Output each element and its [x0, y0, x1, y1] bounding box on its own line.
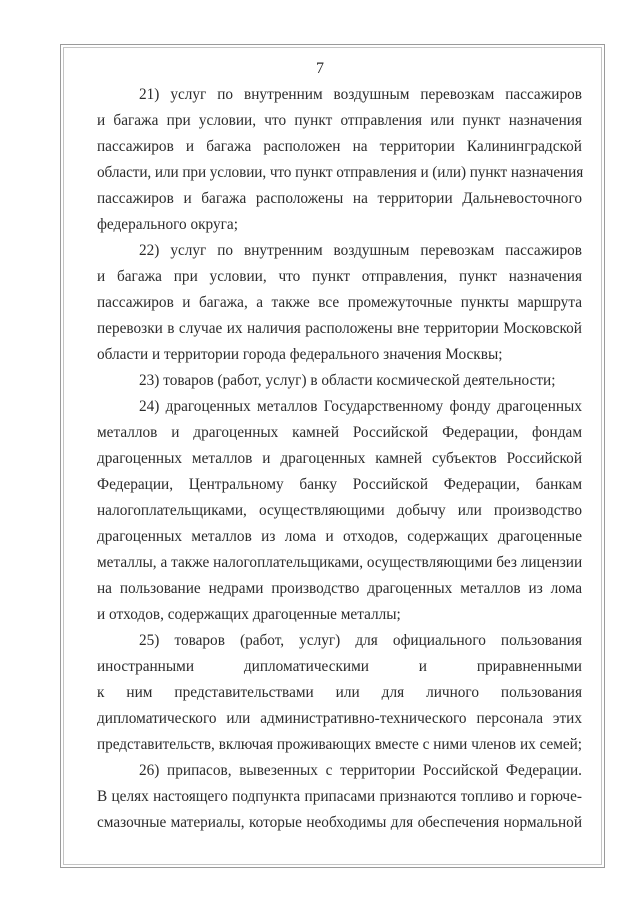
text-line: дипломатического или административно-технического персонала этих — [97, 710, 582, 727]
text-line: драгоценных металлов из лома и отходов, содержащих драгоценные — [97, 528, 582, 545]
text-line: к ним представительствами или для личного пользования — [97, 684, 582, 701]
text-line: федерального округа; — [97, 216, 238, 233]
text-line: драгоценных металлов и драгоценных камней субъектов Российской — [97, 450, 582, 467]
page-number: 7 — [316, 60, 324, 77]
text-line: перевозки в случае их наличия расположены вне территории Московской — [97, 320, 582, 337]
text-line: пассажиров и багажа, а также все промежуточные пункты маршрута — [97, 294, 582, 311]
text-line: пассажиров и багажа расположены на территории Дальневосточного — [97, 190, 582, 207]
text-line: и отходов, содержащих драгоценные металлы; — [97, 606, 401, 623]
paragraph-first-line: 24) драгоценных металлов Государственному фонду драгоценных — [139, 398, 582, 415]
text-line: иностранными дипломатическими и приравненными — [97, 658, 582, 675]
text-line: пассажиров и багажа расположен на территории Калининградской — [97, 138, 582, 155]
text-line: В целях настоящего подпункта припасами признаются топливо и горюче- — [97, 788, 582, 805]
document-body — [97, 82, 582, 836]
text-line: налогоплательщиками, осуществляющими добычу или производство — [97, 502, 582, 519]
paragraph-first-line: 22) услуг по внутренним воздушным перевозкам пассажиров — [139, 242, 582, 259]
text-line: и багажа при условии, что пункт отправления или пункт назначения — [97, 112, 582, 129]
text-line: металлов и драгоценных камней Российской Федерации, фондам — [97, 424, 582, 441]
paragraph-first-line: 26) припасов, вывезенных с территории Российской Федерации. — [139, 762, 582, 779]
text-line: металлы, а также налогоплательщиками, осуществляющими без лицензии — [97, 554, 583, 571]
paragraph-first-line: 23) товаров (работ, услуг) в области космической деятельности; — [139, 372, 556, 389]
paragraph-first-line: 21) услуг по внутренним воздушным перевозкам пассажиров — [139, 86, 582, 103]
text-line: области и территории города федерального значения Москвы; — [97, 346, 503, 363]
text-line: на пользование недрами производство драгоценных металлов из лома — [97, 580, 582, 597]
text-line: и багажа при условии, что пункт отправления, пункт назначения — [97, 268, 582, 285]
text-line: представительств, включая проживающих вместе с ними членов их семей; — [97, 736, 582, 753]
text-line: области, или при условии, что пункт отправления и (или) пункт назначения — [97, 164, 584, 181]
paragraph-first-line: 25) товаров (работ, услуг) для официального пользования — [139, 632, 582, 649]
text-line: Федерации, Центральному банку Российской Федерации, банкам — [97, 476, 582, 493]
text-line: смазочные материалы, которые необходимы для обеспечения нормальной — [97, 814, 582, 831]
